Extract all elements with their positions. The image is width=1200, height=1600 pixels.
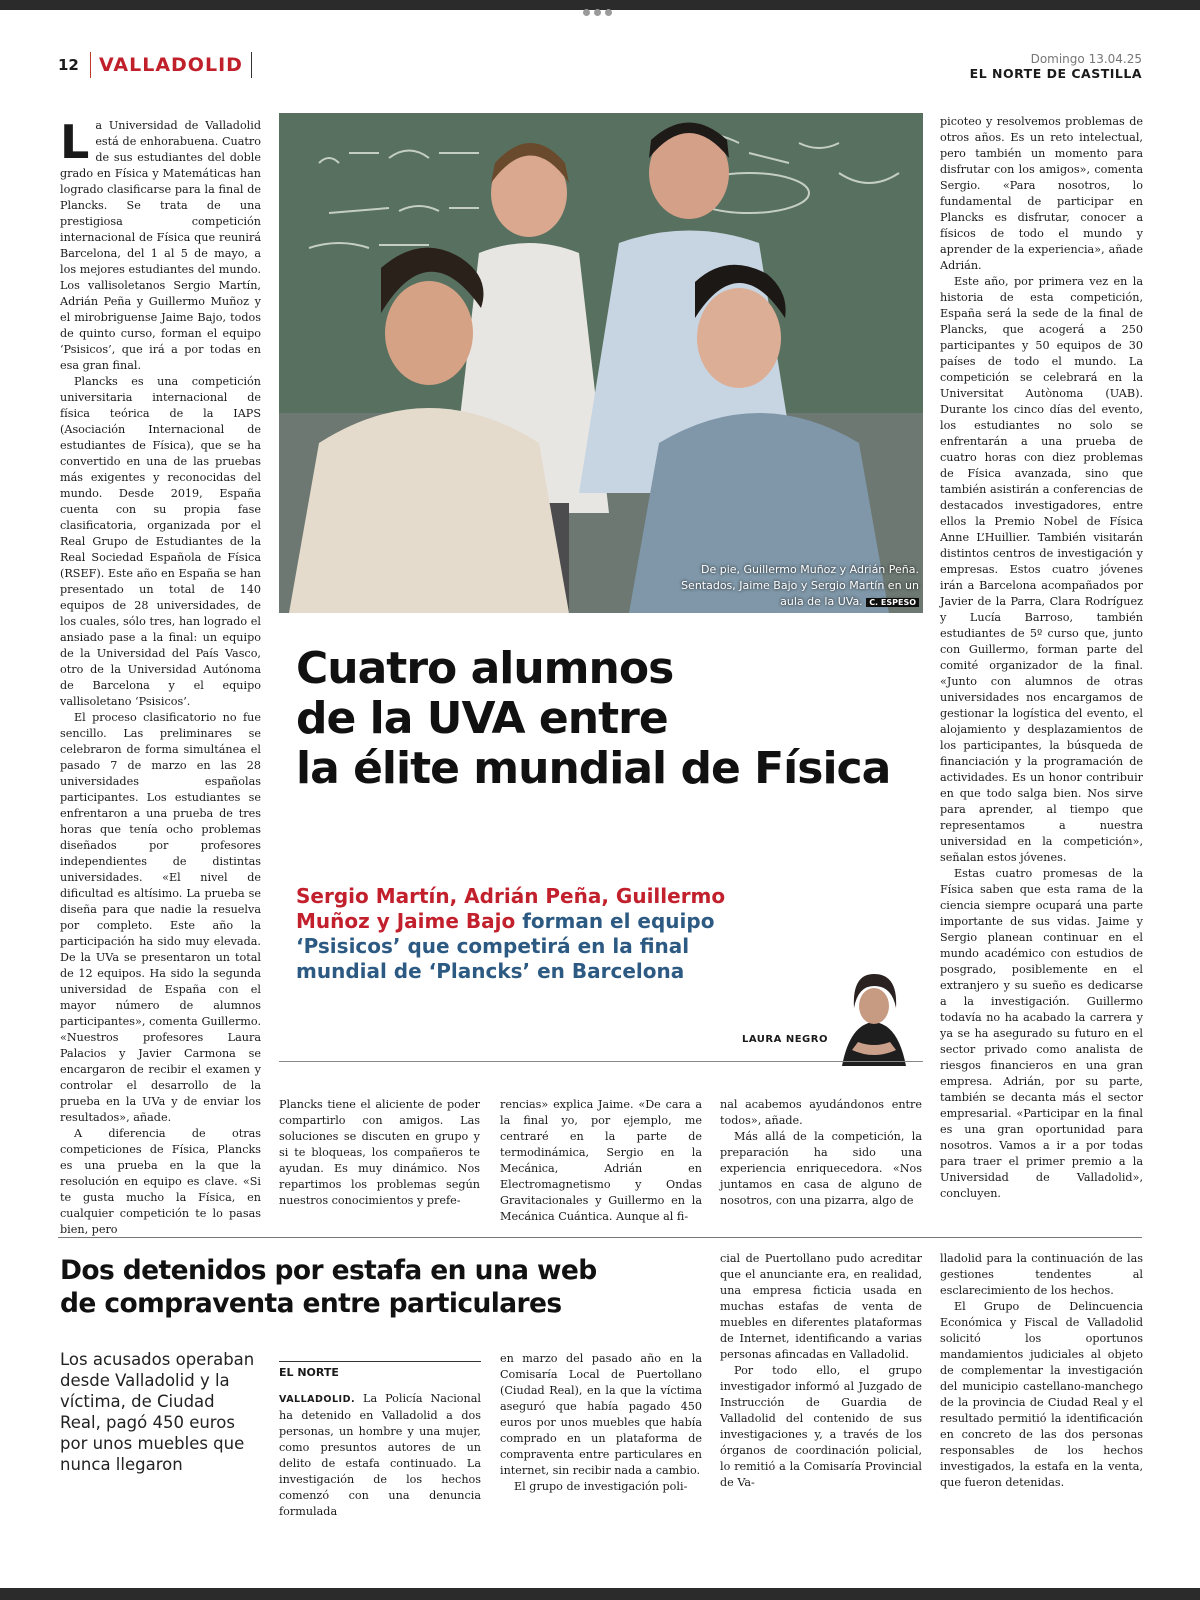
body-paragraph: Más allá de la competición, la preparación ha sido una experiencia enriquecedora. «Nos juntamos en casa de alguno de nosotros, con una pizarra, algo de	[720, 1130, 922, 1207]
headline-line: de compraventa entre particulares	[60, 1288, 562, 1319]
second-headline	[60, 1254, 620, 1320]
body-paragraph: cial de Puertollano pudo acreditar que el anunciante era, en realidad, una empresa ficticia usada en muchas estafas de venta de muebles en diferentes plataformas de Internet, identificando a varias personas afincadas en Valladolid.	[720, 1252, 922, 1361]
main-deck	[296, 884, 736, 984]
section-label: VALLADOLID	[90, 52, 252, 78]
more-options-icon[interactable]	[583, 9, 612, 16]
body-paragraph: a Universidad de Valladolid está de enhorabuena. Cuatro de sus estudiantes del doble grado en Física y Matemáticas han logrado clasificarse para la final de Plancks. Se trata de una prestigiosa competición internacional de Física que reunirá Barcelona, del 1 al 5 de mayo, a los mejores estudiantes del mundo. Los vallisoletanos Sergio Martín, Adrián Peña y Guillermo Muñoz y el mirobriguense Jaime Bajo, todos de quinto curso, forman el equipo ‘Psisicos’, que irá a por todas en esa gran final.	[60, 119, 261, 372]
body-paragraph: El proceso clasificatorio no fue sencillo. Las preliminares se celebraron de forma simultánea el pasado 7 de marzo en las 28 universidades españolas participantes. Los estudiantes se enfrentaron a una prueba de tres horas que tenía ocho problemas diseñados por profesores independientes de distintas universidades. «El nivel de dificultad es altísimo. La prueba se diseña para que nadie la resuelva por completo. Este año la participación ha sido muy elevada. De la UVa se presentaron un total de 12 equipos. Ha sido la segunda universidad de España con el mayor número de alumnos participantes», comenta Guillermo. «Nuestros profesores Laura Palacios y Javier Carmona se encargaron de recibir el examen y controlar el desarrollo de la prueba en la UVa y de enviar los resultados», añade.	[60, 711, 261, 1124]
caption-line: De pie, Guillermo Muñoz y Adrián Peña.	[701, 563, 919, 576]
caption-line: Sentados, Jaime Bajo y Sergio Martín en un	[681, 579, 919, 592]
body-paragraph: Este año, por primera vez en la historia de esta competición, España será la sede de la final de Plancks, que acogerá a 250 participantes y 50 equipos de 30 países de todo el mundo. La competición se celebrará en la Universitat Autònoma (UAB). Durante los cinco días del evento, los estudiantes no solo se enfrentarán a una prueba de cuatro horas con diez problemas de Física avanzada, sino que también asistirán a conferencias de destacados investigadores, entre ellos la Premio Nobel de Física Anne L’Huillier. También visitarán distintos centros de investigación y empresas. Estos cuatro jóvenes irán a Barcelona acompañados por Javier de la Parra, Clara Rodríguez y Lucía Barroso, también estudiantes de 5º curso que, junto con Guillermo, forman parte del comité organizador de la final. «Junto con alumnos de otras universidades nos encargamos de gestionar la logística del evento, el alojamiento y desplazamientos de los participantes, la búsqueda de financiación y la programación de actividades. Es un honor contribuir en que todo salga bien. Nos sirve para aprender, al tiempo que representamos a nuestra universidad en la competición», señalan estos jóvenes.	[940, 275, 1143, 864]
body-paragraph: Estas cuatro promesas de la Física saben que esta rama de la ciencia siempre ocupará una parte importante de sus vidas. Jaime y Sergio planean continuar en el mundo académico con estudios de posgrado, posiblemente en el extranjero y su sueño es dedicarse a la investigación. Guillermo todavía no ha acabado la carrera y ya se ha asegurado su futuro en el sector privado como analista de riesgos financieros en una gran empresa. Adrián, por su parte, también se decanta más el sector empresarial. «Participar en la final es una gran oportunidad para nosotros. Vamos a ir a por todas para traer el primer premio a la Universidad de Valladolid», concluyen.	[940, 867, 1143, 1200]
deck-text: forman el equipo ‘Psisicos’ que competirá en la final mundial de ‘Plancks’ en Barcelona	[296, 909, 715, 983]
main-article-column-2	[279, 1097, 480, 1209]
author-name: LAURA NEGRO	[742, 1034, 828, 1045]
headline-line: la élite mundial de Física	[296, 743, 891, 794]
main-headline	[296, 644, 896, 794]
body-paragraph: Por todo ello, el grupo investigador informó al Juzgado de Instrucción de Guardia de Valladolid del contenido de sus investigaciones y, a través de los órganos de coordinación policial, lo remitió a la Comisaría Provincial de Va-	[720, 1364, 922, 1489]
body-paragraph: lladolid para la continuación de las gestiones tendentes al esclarecimiento de los hechos.	[940, 1252, 1143, 1297]
body-paragraph: en marzo del pasado año en la Comisaría Local de Puertollano (Ciudad Real), en la que la víctima aseguró que había pagado 450 euros por unos muebles que había comprado en un plataforma de compraventa entre particulares en internet, sin recibir nada a cambio.	[500, 1352, 702, 1477]
team-photo-illustration	[279, 113, 923, 613]
team-photo	[279, 113, 923, 613]
main-article-column-3	[500, 1097, 702, 1225]
masthead: EL NORTE DE CASTILLA	[969, 66, 1142, 81]
issue-date: Domingo 13.04.25	[1030, 52, 1142, 66]
dropcap: L	[60, 115, 90, 169]
headline-line: de la UVA entre	[296, 693, 668, 744]
body-paragraph: El Grupo de Delincuencia Económica y Fiscal de Valladolid solicitó los oportunos mandamientos judiciales al objeto de complementar la investigación del municipio castellano-manchego de la provincia de Ciudad Real y el resultado permitió la identificación en concreto de las dos personas responsables de los hechos investigados, la estafa en la venta, que fueron detenidas.	[940, 1300, 1143, 1489]
author-photo	[832, 972, 916, 1066]
article-divider	[58, 1237, 1142, 1238]
main-article-column-1	[60, 115, 261, 1238]
body-paragraph: picoteo y resolvemos problemas de otros años. Es un reto intelectual, pero también un momento para disfrutar con los amigos», comenta Sergio. «Para nosotros, lo fundamental de participar en Plancks es disfrutar, conocer a físicos de todo el mundo y aprender de la experiencia», añade Adrián.	[940, 115, 1143, 272]
body-paragraph: rencias» explica Jaime. «De cara a la final yo, por ejemplo, me centraré en la parte de termodinámica, Sergio en la Mecánica, Adrián en Electromagnetismo y Ondas Gravitacionales y Guillermo en la Mecánica Cuántica. Aunque al fi-	[500, 1098, 702, 1223]
second-deck: Los acusados operaban desde Valladolid y la víctima, de Ciudad Real, pagó 450 euros por unos muebles que nunca llegaron	[60, 1350, 255, 1474]
body-paragraph: nal acabemos ayudándonos entre todos», añade.	[720, 1098, 922, 1127]
body-paragraph: La Policía Nacional ha detenido en Valladolid a dos personas, un hombre y una mujer, como presuntos autores de un delito de estafa continuado. La investigación de los hechos comenzó con una denuncia formulada	[279, 1392, 481, 1518]
caption-line: aula de la UVa.	[780, 595, 863, 608]
bottom-bar	[0, 1588, 1200, 1600]
photo-credit: C. ESPESO	[866, 598, 919, 607]
main-article-column-4	[720, 1097, 922, 1209]
column-rule	[279, 1061, 923, 1062]
body-paragraph: A diferencia de otras competiciones de Física, Plancks es una prueba en la que la resolución en equipo es clave. «Si te gusta mucho la Física, en cualquier competición te lo pasas bien, pero	[60, 1127, 261, 1236]
headline-line: Dos detenidos por estafa en una web	[60, 1255, 597, 1286]
second-article-column-2	[500, 1351, 702, 1495]
headline-line: Cuatro alumnos	[296, 643, 674, 694]
dateline-city: VALLADOLID.	[279, 1394, 356, 1405]
second-article-column-3	[720, 1251, 922, 1491]
main-article-column-5	[940, 114, 1143, 1202]
second-byline: EL NORTE	[279, 1361, 481, 1379]
second-article-column-4	[940, 1251, 1143, 1491]
photo-caption	[681, 562, 919, 611]
deck-names: Sergio Martín, Adrián Peña, Guillermo Muñoz y Jaime Bajo	[296, 884, 726, 933]
body-paragraph: Plancks tiene el aliciente de poder compartirlo con amigos. Las soluciones se discuten en grupo y si te bloqueas, los compañeros te ayudan. Es muy dinámico. Nos repartimos los problemas según nuestros conocimientos y prefe-	[279, 1098, 480, 1207]
second-article-column-1	[279, 1391, 481, 1520]
page-number: 12	[58, 56, 79, 74]
body-paragraph: Plancks es una competición universitaria internacional de física teórica de la IAPS (Asociación Internacional de estudiantes de Física), que se ha convertido en una de las pruebas más exigentes y reconocidas del mundo. Desde 2019, España cuenta con su propia fase clasificatoria, organizada por el Real Grupo de Estudiantes de la Real Sociedad Española de Física (RSEF). Este año en España se han presentado un total de 140 equipos de 28 universidades, de los cuales, sólo tres, han logrado el ansiado pase a la final: un equipo de la Universidad del País Vasco, otro de la Universidad Autónoma de Barcelona y el equipo vallisoletano ‘Psisicos’.	[60, 375, 261, 708]
page-header	[58, 50, 1142, 84]
body-paragraph: El grupo de investigación poli-	[514, 1480, 688, 1493]
